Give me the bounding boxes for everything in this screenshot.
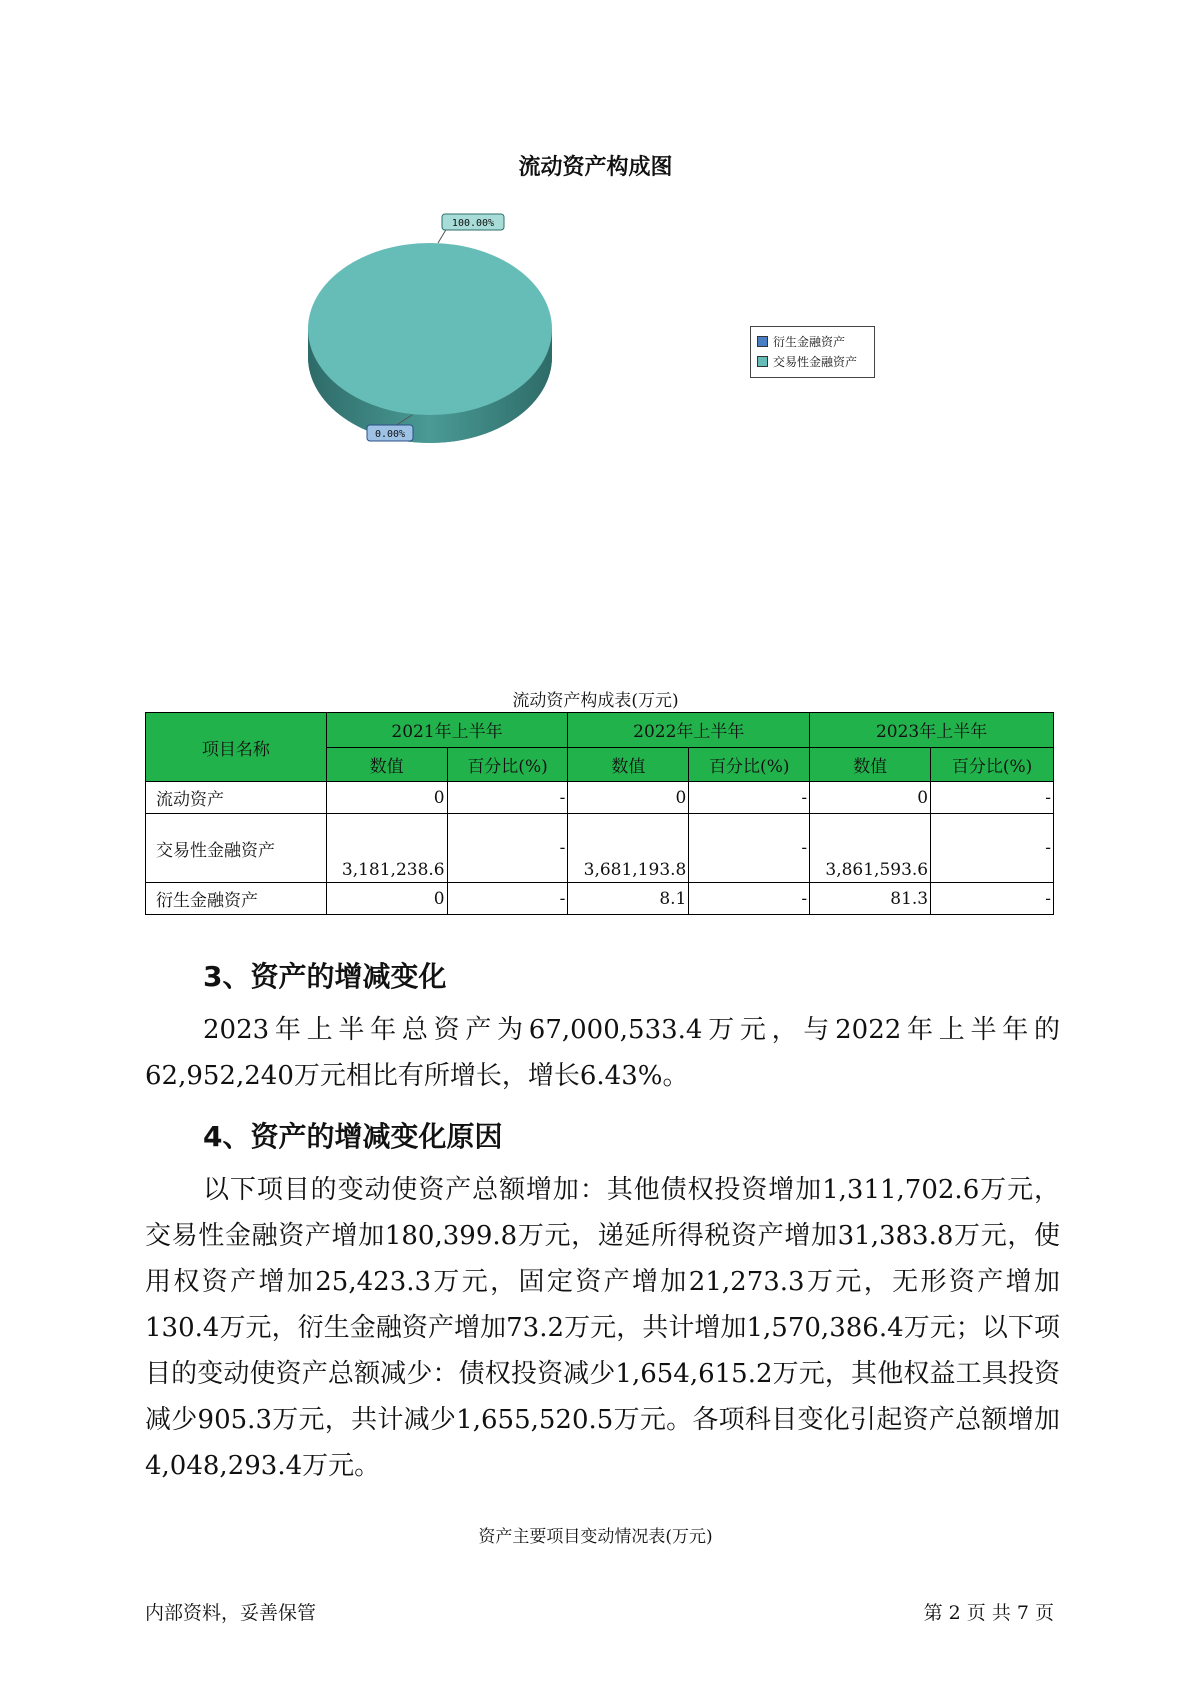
current-assets-table [145,712,1054,915]
legend-item-trading [757,351,868,371]
cell-pct: - [931,883,1054,915]
header-pct: 百分比(%) [447,747,568,782]
cell-value: 3,681,193.8 [568,814,689,883]
section-3-heading: 3、资产的增减变化 [203,960,447,993]
cell-value: 3,861,593.6 [810,814,931,883]
cell-value: 0 [326,782,447,814]
cell-value: 8.1 [568,883,689,915]
header-pct: 百分比(%) [931,747,1054,782]
legend-label-derivative: 衍生金融资产 [773,334,846,349]
row-name: 衍生金融资产 [146,883,327,915]
cell-value: 0 [326,883,447,915]
header-period-2022: 2022年上半年 [568,713,810,748]
cell-pct: - [447,814,568,883]
page-number: 第 2 页 共 7 页 [923,1602,1054,1624]
data-label-big: 100.00% [451,218,495,229]
row-name: 交易性金融资产 [146,814,327,883]
cell-value: 0 [568,782,689,814]
cell-pct: - [931,782,1054,814]
legend-swatch-trading [757,356,768,367]
header-value: 数值 [810,747,931,782]
section-4-heading: 4、资产的增减变化原因 [203,1120,503,1153]
header-period-2021: 2021年上半年 [326,713,568,748]
data-label-small: 0.00% [374,429,406,440]
header-period-2023: 2023年上半年 [810,713,1054,748]
header-pct: 百分比(%) [689,747,810,782]
table-caption-2: 资产主要项目变动情况表(万元) [478,1527,713,1547]
cell-pct: - [931,814,1054,883]
chart-title: 流动资产构成图 [518,155,673,180]
table-row [146,814,1054,883]
table-row [146,782,1054,814]
pie-chart [290,205,570,445]
table-row [146,883,1054,915]
section-3-paragraph: 2023年上半年总资产为67,000,533.4万元，与2022年上半年的62,952,240万元相比有所增长，增长6.43%。 [145,1015,1060,1091]
row-name: 流动资产 [146,782,327,814]
pie-slice-trading-assets [308,243,552,415]
header-value: 数值 [568,747,689,782]
chart-legend [750,326,875,378]
cell-value: 3,181,238.6 [326,814,447,883]
cell-pct: - [689,814,810,883]
legend-label-trading: 交易性金融资产 [773,354,858,369]
section-4-paragraph: 以下项目的变动使资产总额增加：其他债权投资增加1,311,702.6万元，交易性金融资产增加180,399.8万元，递延所得税资产增加31,383.8万元，使用权资产增加25,423.3万元，固定资产增加21,273.3万元，无形资产增加130.4万元，衍生金融资产增加73.2万元，共计增加1,570,386.4万元；以下项目的变动使资产总额减少：债权投资减少1,654,615.2万元，其他权益工具投资减少905.3万元，共计减少1,655,520.5万元。各项科目变化引起资产总额增加4,048,293.4万元。 [145,1175,1060,1481]
header-item-name: 项目名称 [146,713,327,782]
cell-pct: - [447,883,568,915]
legend-swatch-derivative [757,336,768,347]
table-caption: 流动资产构成表(万元) [512,691,679,711]
legend-item-derivative [757,331,868,351]
header-value: 数值 [326,747,447,782]
cell-value: 81.3 [810,883,931,915]
cell-value: 0 [810,782,931,814]
cell-pct: - [689,782,810,814]
cell-pct: - [689,883,810,915]
footer-left: 内部资料，妥善保管 [145,1602,317,1624]
cell-pct: - [447,782,568,814]
